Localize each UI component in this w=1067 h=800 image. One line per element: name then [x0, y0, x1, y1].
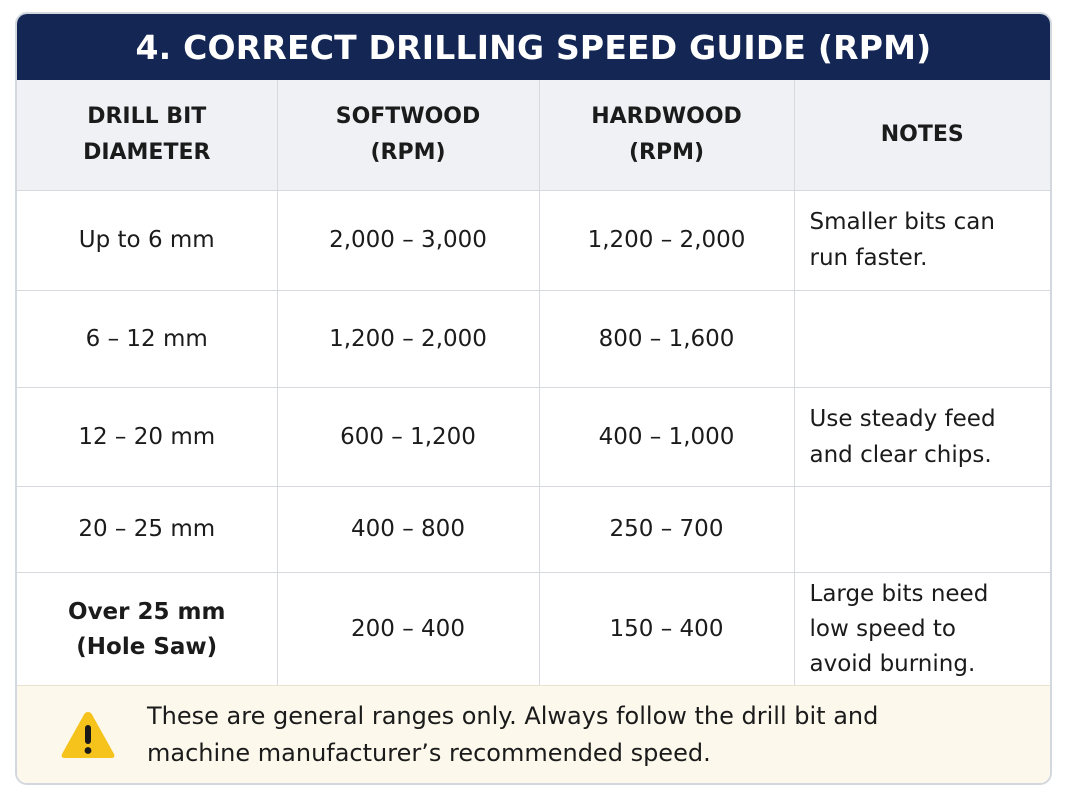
table-row	[17, 486, 1050, 572]
cell-softwood: 600 – 1,200	[277, 387, 539, 486]
cell-softwood: 2,000 – 3,000	[277, 190, 539, 290]
table-row	[17, 572, 1050, 687]
cell-diameter: Up to 6 mm	[17, 190, 277, 290]
page-title: 4. CORRECT DRILLING SPEED GUIDE (RPM)	[17, 14, 1050, 80]
cell-softwood: 200 – 400	[277, 572, 539, 687]
header-hardwood: HARDWOOD (RPM)	[539, 80, 794, 190]
cell-diameter: 20 – 25 mm	[17, 486, 277, 572]
cell-hardwood: 400 – 1,000	[539, 387, 794, 486]
speed-guide-card	[15, 12, 1052, 785]
speed-table	[17, 80, 1050, 688]
cell-hardwood: 800 – 1,600	[539, 290, 794, 387]
table-row	[17, 290, 1050, 387]
cell-notes: Use steady feed and clear chips.	[794, 387, 1050, 486]
header-diameter: DRILL BIT DIAMETER	[17, 80, 277, 190]
cell-diameter: 12 – 20 mm	[17, 387, 277, 486]
warning-footer	[17, 685, 1050, 783]
cell-hardwood: 1,200 – 2,000	[539, 190, 794, 290]
warning-icon	[59, 709, 117, 761]
cell-notes: Large bits need low speed to avoid burning.	[794, 572, 1050, 687]
cell-hardwood: 250 – 700	[539, 486, 794, 572]
header-softwood: SOFTWOOD (RPM)	[277, 80, 539, 190]
table-row	[17, 190, 1050, 290]
cell-softwood: 400 – 800	[277, 486, 539, 572]
table-header-row	[17, 80, 1050, 190]
cell-notes: Smaller bits can run faster.	[794, 190, 1050, 290]
cell-diameter: 6 – 12 mm	[17, 290, 277, 387]
cell-diameter: Over 25 mm (Hole Saw)	[17, 572, 277, 687]
warning-text: These are general ranges only. Always follow the drill bit and machine manufacturer’s recommended speed.	[147, 701, 879, 767]
header-notes: NOTES	[794, 80, 1050, 190]
cell-notes	[794, 290, 1050, 387]
table-row	[17, 387, 1050, 486]
cell-hardwood: 150 – 400	[539, 572, 794, 687]
cell-notes	[794, 486, 1050, 572]
cell-softwood: 1,200 – 2,000	[277, 290, 539, 387]
